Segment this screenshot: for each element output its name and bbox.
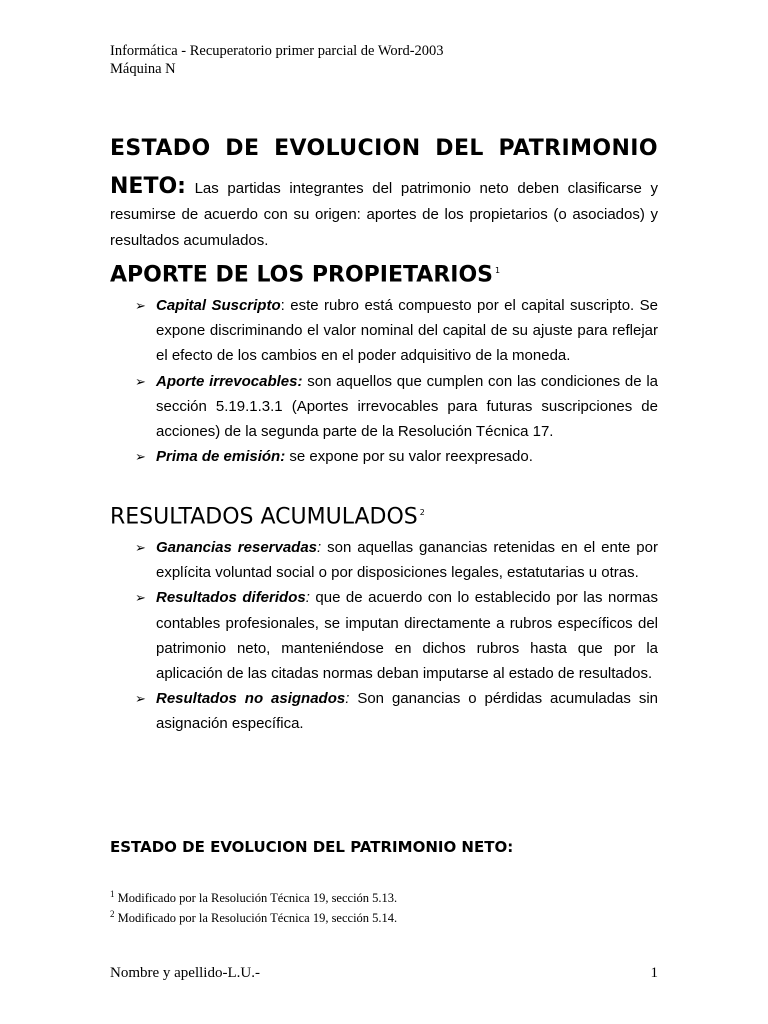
- list-item-term: Capital Suscripto: [156, 297, 281, 314]
- list-item-separator: :: [305, 589, 310, 607]
- main-title: ESTADO DE EVOLUCION DEL PATRIMONIO: [110, 136, 658, 161]
- list-item-text: que de acuerdo con lo establecido por las normas contables profesionales, se imputan directamente a rubros específicos del patrimonio neto, manteniéndose en dichos rubros hasta que por la aplicación de las citadas normas deban imputarse al estado de resultados.: [156, 589, 658, 683]
- list-item-text: son aquellos que cumplen con las condiciones de la sección 5.19.1.3.1 (Aportes irrevocables para futuras suscripciones de acciones) de la segunda parte de la Resolución Técnica 17.: [156, 372, 659, 441]
- list-item-term: Prima de emisión:: [156, 448, 286, 466]
- list-item-term: Aporte irrevocables:: [156, 372, 303, 390]
- list-item: [110, 585, 658, 686]
- aporte-list: [110, 293, 658, 469]
- intro-text: Las partidas integrantes del patrimonio neto deben clasificarse y resumirse de acuerdo con su origen: aportes de los propietarios (o asociados) y resultados acumulados.: [110, 180, 658, 249]
- title-block: [110, 134, 658, 254]
- arrow-bullet-icon: ➢: [135, 298, 146, 313]
- list-item-text: se expone por su valor reexpresado.: [285, 448, 533, 466]
- footer-name-field: Nombre y apellido-L.U.-: [110, 965, 260, 981]
- list-item: [110, 444, 658, 469]
- list-item: [110, 293, 658, 369]
- main-title-colon: :: [177, 174, 186, 199]
- list-item-separator: :: [280, 297, 285, 314]
- arrow-bullet-icon: ➢: [135, 449, 146, 465]
- document-page: [110, 0, 658, 1024]
- footnote-number: 1: [110, 889, 115, 899]
- intro-paragraph: [110, 174, 658, 254]
- arrow-bullet-icon: ➢: [135, 373, 146, 389]
- page-header: [110, 42, 658, 78]
- footnote: [110, 906, 658, 926]
- list-item-term: Resultados diferidos: [156, 589, 306, 607]
- list-item: [110, 686, 658, 736]
- page-footer: [110, 963, 658, 983]
- section-heading-aporte: [110, 254, 500, 292]
- list-item-separator: :: [345, 690, 350, 708]
- section-heading-aporte-text: APORTE DE LOS PROPIETARIOS: [110, 262, 493, 288]
- footnote-text: Modificado por la Resolución Técnica 19, sección 5.14.: [114, 911, 398, 926]
- footnotes: [110, 886, 658, 926]
- header-line-2: Máquina N: [110, 61, 176, 77]
- list-item-text: este rubro está compuesto por el capital suscripto. Se expone discriminando el valor nominal del capital de su ajuste para reflejar el efecto de los cambios en el poder adquisitivo de la moneda.: [156, 297, 658, 365]
- list-item-text: son aquellas ganancias retenidas en el ente por explícita voluntad social o por disposiciones legales, estatutarias u otras.: [156, 539, 658, 582]
- header-line-1: Informática - Recuperatorio primer parcial de Word-2003: [110, 43, 444, 59]
- table-caption: ESTADO DE EVOLUCION DEL PATRIMONIO NETO:: [110, 838, 514, 856]
- footnote-ref-2[interactable]: 2: [419, 508, 425, 517]
- arrow-bullet-icon: ➢: [135, 590, 146, 606]
- section-heading-resultados-text: RESULTADOS ACUMULADOS: [110, 504, 418, 530]
- list-item-text: Son ganancias o pérdidas acumuladas sin asignación específica.: [156, 690, 658, 733]
- arrow-bullet-icon: ➢: [135, 691, 146, 707]
- footnote: [110, 886, 658, 906]
- arrow-bullet-icon: ➢: [135, 540, 146, 555]
- resultados-list: [110, 535, 658, 737]
- main-title-continued: NETO: [110, 174, 178, 199]
- page-number: 1: [650, 965, 658, 981]
- list-item: [110, 369, 658, 445]
- footnote-number: 2: [110, 909, 115, 920]
- section-heading-resultados: [110, 496, 425, 534]
- list-item-separator: :: [317, 539, 322, 556]
- list-item-term: Resultados no asignados: [156, 690, 346, 708]
- list-item-term: Ganancias reservadas: [156, 539, 318, 556]
- list-item: [110, 535, 658, 585]
- footnote-text: Modificado por la Resolución Técnica 19, sección 5.13.: [114, 891, 398, 906]
- footnote-ref-1[interactable]: 1: [495, 266, 501, 275]
